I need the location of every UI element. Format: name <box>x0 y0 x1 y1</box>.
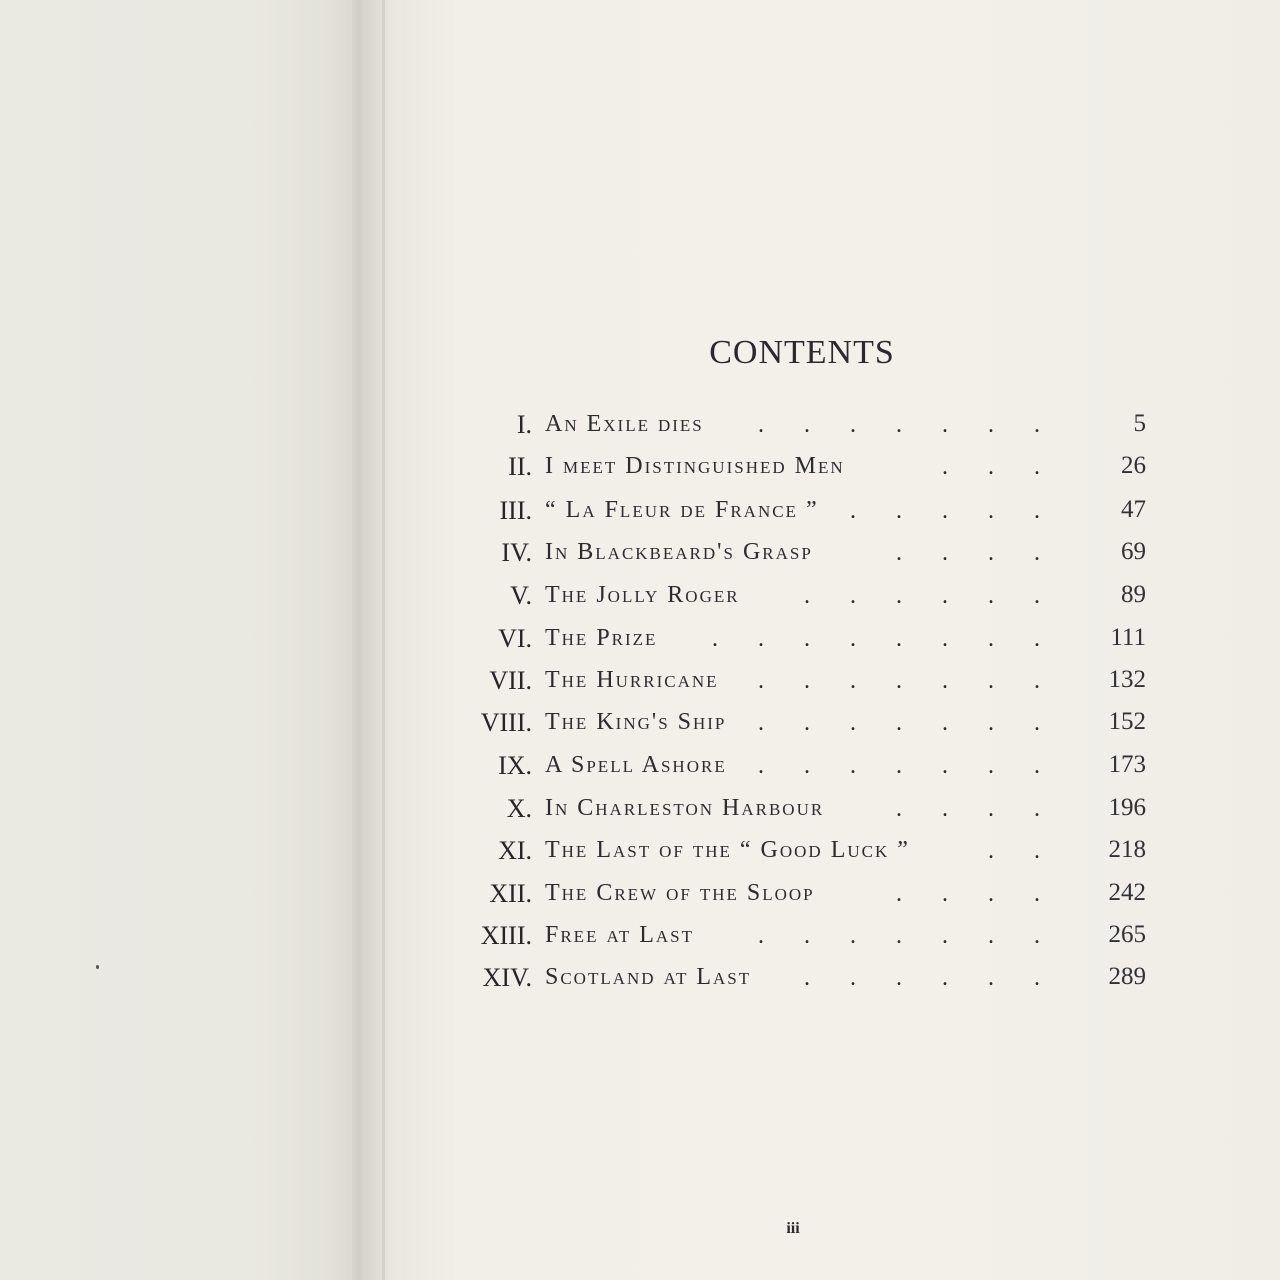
chapter-page-number: 289 <box>1108 963 1146 990</box>
page-folio: iii <box>786 1220 800 1237</box>
toc-entry <box>0 708 1280 748</box>
chapter-numeral: VI. <box>498 624 532 653</box>
chapter-numeral: V. <box>510 581 532 610</box>
dot-leader: .... <box>896 796 1080 822</box>
chapter-numeral: XI. <box>498 836 532 865</box>
chapter-page-number: 89 <box>1121 581 1146 608</box>
dot-leader: ...... <box>804 583 1080 609</box>
chapter-page-number: 242 <box>1108 879 1146 906</box>
toc-entry <box>0 452 1280 492</box>
chapter-page-number: 47 <box>1121 496 1146 523</box>
chapter-page-number: 152 <box>1108 708 1146 735</box>
chapter-title: I meet Distinguished Men <box>545 453 845 479</box>
chapter-numeral: I. <box>516 410 532 439</box>
toc-entry <box>0 836 1280 876</box>
chapter-numeral: IV. <box>501 538 532 567</box>
chapter-page-number: 218 <box>1108 836 1146 863</box>
toc-entry <box>0 794 1280 834</box>
chapter-page-number: 265 <box>1108 921 1146 948</box>
chapter-title: A Spell Ashore <box>545 752 727 778</box>
toc-entry <box>0 496 1280 536</box>
chapter-page-number: 111 <box>1110 624 1146 651</box>
chapter-page-number: 5 <box>1133 410 1146 437</box>
chapter-page-number: 173 <box>1108 751 1146 778</box>
chapter-numeral: IX. <box>498 751 532 780</box>
chapter-page-number: 196 <box>1108 794 1146 821</box>
chapter-numeral: VII. <box>489 666 532 695</box>
toc-entry <box>0 879 1280 919</box>
contents-heading: CONTENTS <box>709 334 895 371</box>
chapter-numeral: X. <box>506 794 532 823</box>
chapter-numeral: II. <box>508 452 532 481</box>
chapter-title: The Last of the “ Good Luck ” <box>545 837 910 863</box>
dot-leader: .... <box>896 540 1080 566</box>
toc-entry <box>0 581 1280 621</box>
chapter-title: “ La Fleur de France ” <box>545 497 819 523</box>
chapter-title: An Exile dies <box>545 411 704 437</box>
toc-entry <box>0 410 1280 450</box>
toc-entry <box>0 921 1280 961</box>
chapter-title: Free at Last <box>545 922 695 948</box>
toc-entry <box>0 624 1280 664</box>
toc-entry <box>0 666 1280 706</box>
chapter-numeral: XIII. <box>480 921 532 950</box>
dot-leader: ........ <box>712 626 1080 652</box>
chapter-title: The King's Ship <box>545 709 727 735</box>
dot-leader: .... <box>896 881 1080 907</box>
chapter-page-number: 132 <box>1108 666 1146 693</box>
chapter-numeral: VIII. <box>480 708 532 737</box>
toc-entry <box>0 538 1280 578</box>
dot-leader: ..... <box>850 498 1080 524</box>
chapter-title: The Hurricane <box>545 667 719 693</box>
chapter-numeral: III. <box>499 496 532 525</box>
dot-leader: ....... <box>758 668 1080 694</box>
toc-entry <box>0 963 1280 1003</box>
dot-leader: .. <box>988 838 1080 864</box>
dot-leader: ...... <box>804 965 1080 991</box>
chapter-title: In Blackbeard's Grasp <box>545 539 813 565</box>
chapter-title: The Crew of the Sloop <box>545 880 815 906</box>
chapter-title: In Charleston Harbour <box>545 795 825 821</box>
chapter-page-number: 69 <box>1121 538 1146 565</box>
dot-leader: ....... <box>758 412 1080 438</box>
chapter-numeral: XII. <box>489 879 532 908</box>
dot-leader: ... <box>942 454 1080 480</box>
chapter-numeral: XIV. <box>482 963 532 992</box>
chapter-title: Scotland at Last <box>545 964 752 990</box>
chapter-title: The Prize <box>545 625 658 651</box>
chapter-page-number: 26 <box>1121 452 1146 479</box>
dot-leader: ....... <box>758 753 1080 779</box>
dot-leader: ....... <box>758 923 1080 949</box>
chapter-title: The Jolly Roger <box>545 582 740 608</box>
toc-entry <box>0 751 1280 791</box>
dot-leader: ....... <box>758 710 1080 736</box>
